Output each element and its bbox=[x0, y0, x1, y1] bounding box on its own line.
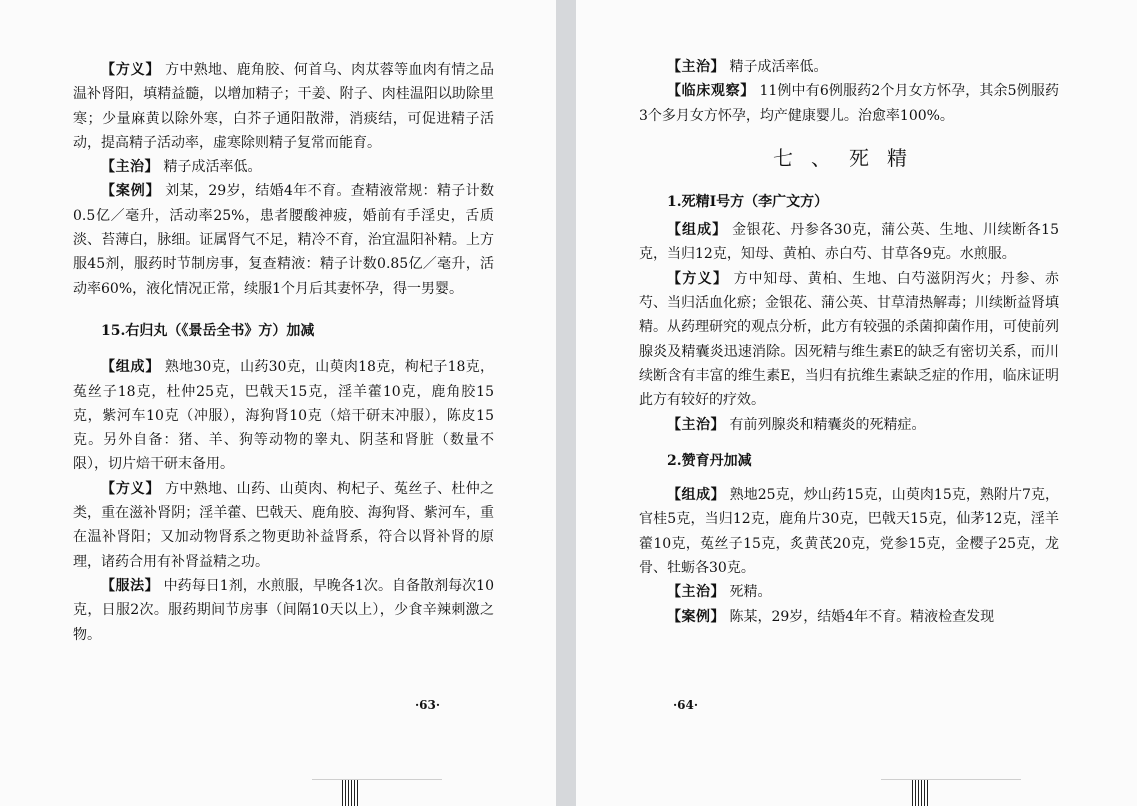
paragraph-text: 熟地25克，炒山药15克，山萸肉15克，熟附片7克，官桂5克，当归12克，鹿角片30克，巴戟天15克，仙茅12克，淫羊藿10克，菟丝子15克，炙黄芪20克，党参15克，金樱子25克，龙骨、牡蛎各30克。 bbox=[639, 487, 1060, 577]
left-page-text bbox=[73, 58, 494, 647]
section-tag: 【方义】 bbox=[101, 62, 161, 78]
paragraph-zucheng bbox=[639, 218, 1059, 267]
page-number: ·64· bbox=[673, 698, 699, 712]
paragraph-anli bbox=[73, 179, 494, 300]
section-tag: 【方义】 bbox=[101, 480, 161, 497]
section-tag: 【组成】 bbox=[667, 222, 728, 239]
paragraph-text: 方中熟地、鹿角胶、何首乌、肉苁蓉等血肉有情之品温补肾阳，填精益髓，以增加精子；干姜、附子、肉桂温阳以助除里寒；少量麻黄以除外寒，白芥子通阳散滞，消痰结，可促进精子活动，提高精子活动率，虚寒除则精子复常而能育。 bbox=[73, 62, 495, 151]
page-number: ·63· bbox=[415, 698, 441, 712]
paragraph-text: 陈某，29岁，结婚4年不育。精液检查发现 bbox=[729, 608, 995, 625]
section-tag: 【案例】 bbox=[101, 183, 161, 200]
scan-edge-line bbox=[881, 779, 1021, 780]
paragraph-text: 刘某，29岁，结婚4年不育。查精液常规：精子计数0.5亿／毫升，活动率25%，患者腰酸神疲，婚前有手淫史，舌质淡、苔薄白，脉细。证属肾气不足，精冷不育，治宜温阳补精。上方服45剂，服药时节制房事，复查精液：精子计数0.85亿／毫升，活动率60%，液化情况正常，续服1个月后其妻怀孕，得一男婴。 bbox=[73, 183, 495, 297]
scan-edge-line bbox=[312, 779, 442, 780]
binding-mark bbox=[342, 780, 360, 806]
paragraph-fangyi bbox=[639, 267, 1059, 413]
paragraph-anli bbox=[639, 605, 1059, 629]
paragraph-text: 死精。 bbox=[729, 584, 772, 601]
paragraph-fufa bbox=[73, 574, 494, 647]
paragraph-text: 方中熟地、山药、山萸肉、枸杞子、菟丝子、杜仲之类，重在滋补肾阴；淫羊藿、巴戟天、鹿角胶、海狗肾、紫河车，重在温补肾阳；又加动物肾系之物更助补益肾系，符合以肾补肾的原理，诸药合用有补肾益精之功。 bbox=[73, 480, 495, 570]
section-tag: 【方义】 bbox=[667, 270, 729, 287]
section-tag: 【案例】 bbox=[667, 608, 725, 625]
section-tag: 【组成】 bbox=[101, 359, 161, 376]
section-tag: 【主治】 bbox=[667, 584, 725, 601]
paragraph-fangyi-2 bbox=[73, 477, 494, 574]
paragraph-zhuzhi-2 bbox=[639, 413, 1059, 437]
section-tag: 【临床观察】 bbox=[667, 83, 755, 100]
section-tag: 【主治】 bbox=[667, 416, 725, 433]
section-tag: 【服法】 bbox=[101, 577, 160, 594]
paragraph-text: 熟地30克，山药30克，山萸肉18克，枸杞子18克，菟丝子18克，杜仲25克，巴戟天15克，淫羊藿10克，鹿角胶15克，紫河车10克（冲服），海狗肾10克（焙干研末冲服），陈皮15克。另外自备：猪、羊、狗等动物的睾丸、阴茎和肾脏（数量不限），切片焙干研末备用。 bbox=[73, 359, 494, 473]
binding-mark bbox=[912, 780, 930, 806]
section-tag: 【主治】 bbox=[101, 159, 159, 176]
left-page bbox=[0, 0, 556, 806]
section-title: 七、死精 bbox=[773, 145, 925, 170]
paragraph-zucheng-2 bbox=[639, 483, 1059, 580]
right-page bbox=[576, 0, 1137, 806]
paragraph-text: 精子成活率低。 bbox=[163, 159, 262, 176]
section-tag: 【组成】 bbox=[667, 487, 726, 504]
paragraph-clinical bbox=[639, 79, 1059, 128]
section-tag: 【主治】 bbox=[667, 59, 725, 75]
paragraph-text: 中药每日1剂，水煎服，早晚各1次。自备散剂每次10克，日服2次。服药期间节房事（间隔10天以上），少食辛辣刺激之物。 bbox=[73, 577, 494, 643]
paragraph-text: 有前列腺炎和精囊炎的死精症。 bbox=[729, 416, 926, 433]
paragraph-text: 方中知母、黄柏、生地、白芍滋阴泻火；丹参、赤芍、当归活血化瘀；金银花、蒲公英、甘草清热解毒；川续断益肾填精。从药理研究的观点分析，此方有较强的杀菌抑菌作用，可使前列腺炎及精囊炎迅速消除。因死精与维生素E的缺乏有密切关系，而川续断含有丰富的维生素E，当归有抗维生素缺乏症的作用，临床证明此方有较好的疗效。 bbox=[639, 270, 1060, 409]
paragraph-text: 11例中有6例服药2个月女方怀孕，其余5例服药3个多月女方怀孕，均产健康婴儿。治愈率100%。 bbox=[639, 83, 1059, 124]
paragraph-fangyi bbox=[73, 58, 494, 155]
recipe-heading-2: 2.赞育丹加减 bbox=[667, 452, 752, 469]
paragraph-zucheng bbox=[73, 355, 494, 476]
paragraph-zhuzhi bbox=[73, 155, 494, 179]
paragraph-text: 金银花、丹参各30克，蒲公英、生地、川续断各15克，当归12克，知母、黄柏、赤白芍、甘草各9克。水煎服。 bbox=[639, 222, 1060, 263]
paragraph-zhuzhi bbox=[639, 55, 1059, 79]
recipe-heading-1: 1.死精Ⅰ号方（李广文方） bbox=[667, 193, 829, 210]
paragraph-text: 精子成活率低。 bbox=[729, 59, 828, 75]
recipe-heading-15: 15.右归丸（《景岳全书》方）加减 bbox=[101, 322, 315, 339]
paragraph-zhuzhi-3 bbox=[639, 580, 1059, 604]
right-page-text bbox=[639, 55, 1059, 629]
